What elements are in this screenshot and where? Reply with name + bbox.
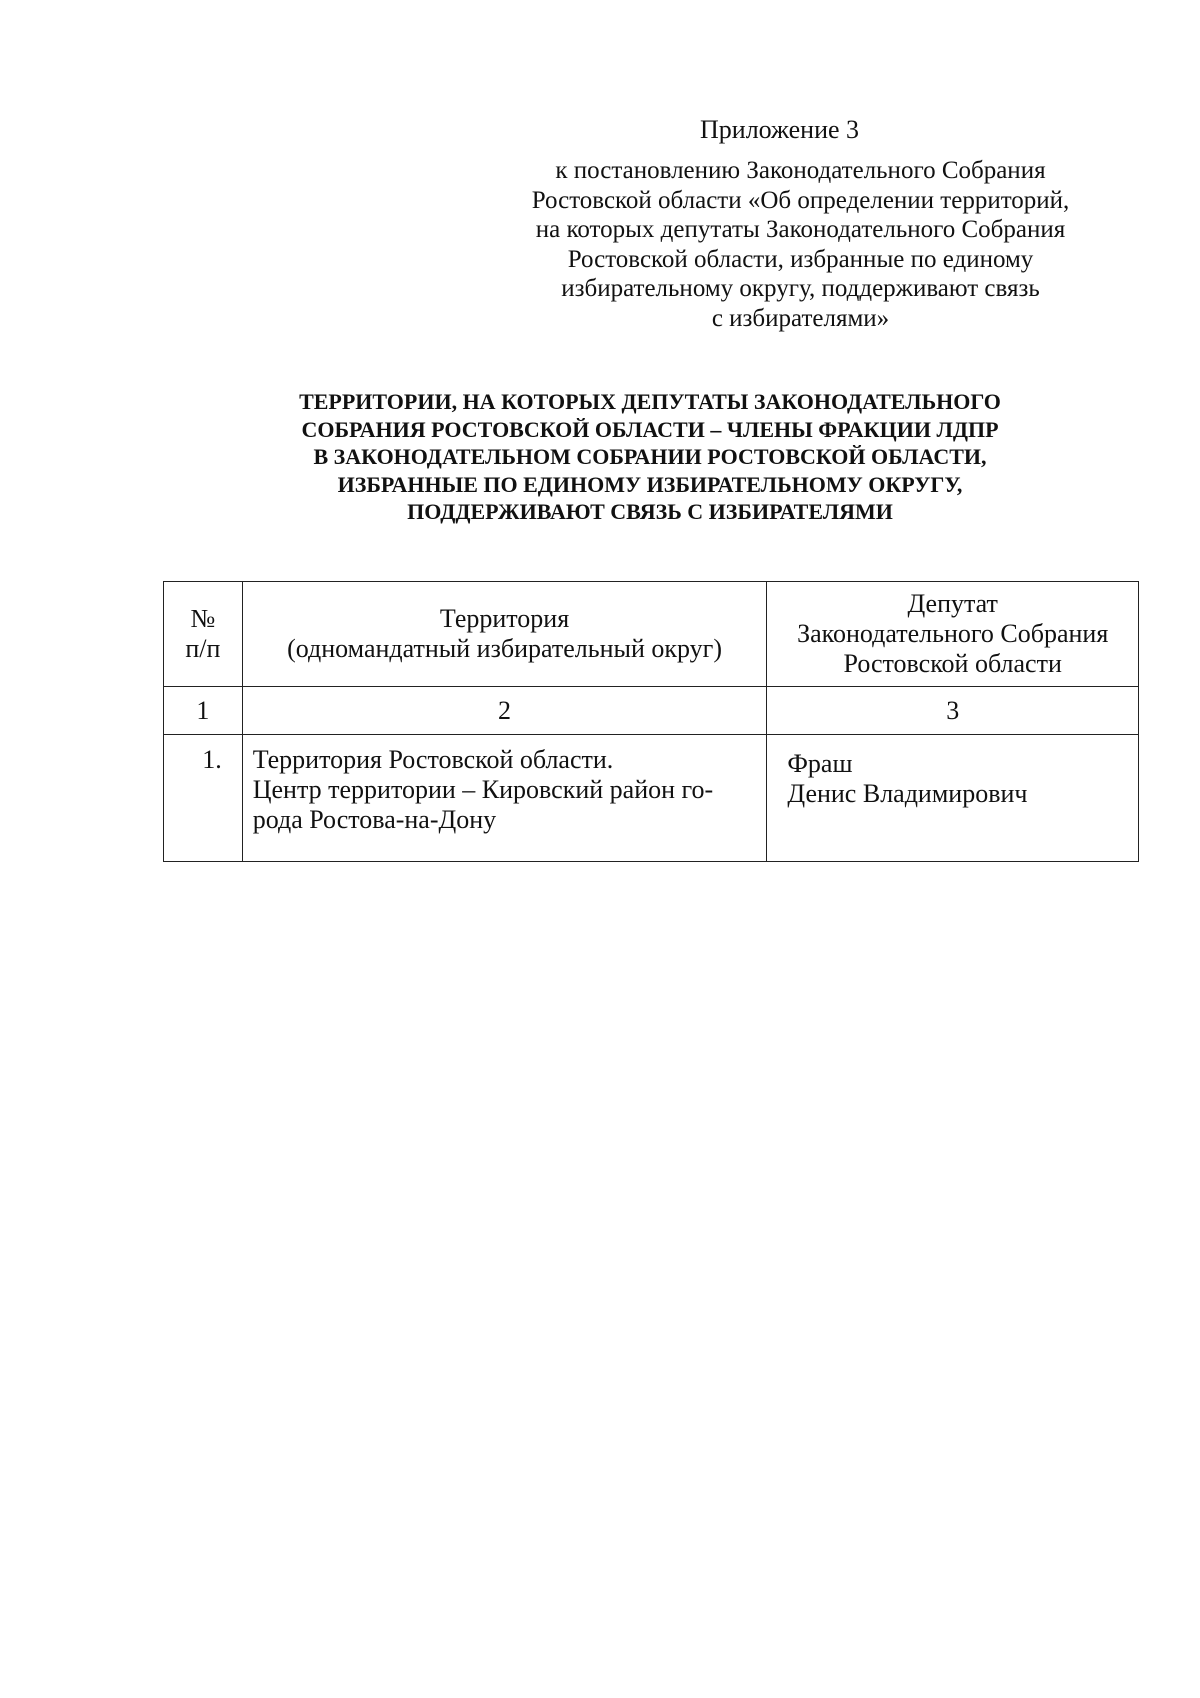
territory-line: Центр территории – Кировский район го- xyxy=(252,775,714,804)
document-heading xyxy=(162,388,1138,526)
header-deputy-line: Ростовской области xyxy=(843,649,1062,678)
heading-line: ИЗБРАННЫЕ ПО ЕДИНОМУ ИЗБИРАТЕЛЬНОМУ ОКРУГУ, xyxy=(337,471,963,497)
column-number-cell: 1 xyxy=(164,687,243,735)
appendix-caption-line: Ростовской области, избранные по единому xyxy=(567,245,1034,273)
appendix-caption-line: Ростовской области «Об определении территорий, xyxy=(531,186,1070,214)
header-territory-sublabel: (одномандатный избирательный округ) xyxy=(287,634,722,663)
heading-line: СОБРАНИЯ РОСТОВСКОЙ ОБЛАСТИ – ЧЛЕНЫ ФРАКЦИИ ЛДПР xyxy=(301,416,999,442)
header-territory-label: Территория xyxy=(439,604,570,633)
table-header-row xyxy=(164,582,1139,687)
header-number-label: п/п xyxy=(185,634,221,663)
deputy-given-names: Денис Владимирович xyxy=(787,779,1028,808)
column-number-row xyxy=(164,687,1139,735)
appendix-caption-line: к постановлению Законодательного Собрания xyxy=(555,157,1046,184)
row-territory-cell xyxy=(242,735,767,862)
appendix-caption-line: на которых депутаты Законодательного Собрания xyxy=(535,216,1066,243)
heading-line: ПОДДЕРЖИВАЮТ СВЯЗЬ С ИЗБИРАТЕЛЯМИ xyxy=(407,499,893,524)
header-deputy-line: Законодательного Собрания xyxy=(797,619,1109,648)
header-cell-number xyxy=(164,582,243,687)
header-deputy-line: Депутат xyxy=(907,589,998,618)
column-number-cell: 2 xyxy=(242,687,767,735)
row-deputy-cell xyxy=(767,735,1139,862)
row-number-cell: 1. xyxy=(164,735,243,862)
appendix-caption xyxy=(488,156,1113,333)
territory-line: Территория Ростовской области. xyxy=(252,745,614,774)
column-number-cell: 3 xyxy=(767,687,1139,735)
table-row xyxy=(164,735,1139,862)
header-cell-territory xyxy=(242,582,767,687)
appendix-caption-line: избирательному округу, поддерживают связь xyxy=(561,275,1040,302)
heading-line: ТЕРРИТОРИИ, НА КОТОРЫХ ДЕПУТАТЫ ЗАКОНОДАТЕЛЬНОГО xyxy=(299,389,1001,414)
territory-line: рода Ростова-на-Дону xyxy=(252,805,497,834)
header-cell-deputy xyxy=(767,582,1139,687)
heading-line: В ЗАКОНОДАТЕЛЬНОМ СОБРАНИИ РОСТОВСКОЙ ОБЛАСТИ, xyxy=(313,444,987,469)
deputy-surname: Фраш xyxy=(787,749,853,778)
appendix-title: Приложение 3 xyxy=(700,115,860,144)
territories-table xyxy=(163,581,1139,862)
appendix-caption-line: с избирателями» xyxy=(711,304,890,332)
header-number-symbol: № xyxy=(190,604,216,633)
